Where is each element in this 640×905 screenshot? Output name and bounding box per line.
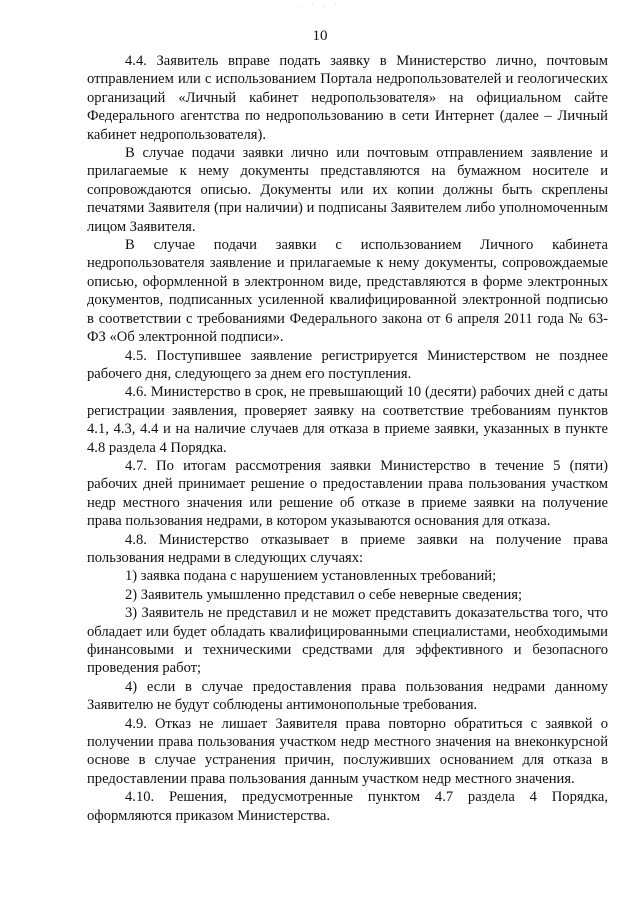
scan-specks-decoration: · ˙ · ˙ <box>300 4 341 10</box>
page-number: 10 <box>312 28 328 44</box>
paragraph-electronic-submission: В случае подачи заявки с использованием Личного кабинета недропользователя заявление и прилагаемые к нему документы, сопровождаемые описью, оформленной в электронном виде, представляются в форме электронных документов, подписанных усиленной квалифицированной электронной подписью в соответствии с требованиями Федерального закона от 6 апреля 2011 года № 63-ФЗ «Об электронной подписи». <box>87 237 608 346</box>
paragraph-4-10: 4.10. Решения, предусмотренные пунктом 4.7 раздела 4 Порядка, оформляются приказом Министерства. <box>87 789 608 824</box>
paragraph-4-7: 4.7. По итогам рассмотрения заявки Министерство в течение 5 (пяти) рабочих дней принимает решение о предоставлении права пользования участком недр местного значения или решение об отказе в приеме заявки на получение права пользования недрами, в котором указываются основания для отказа. <box>87 457 608 530</box>
paragraph-4-6: 4.6. Министерство в срок, не превышающий 10 (десяти) рабочих дней с даты регистрации заявления, проверяет заявку на соответствие требованиям пунктов 4.1, 4.3, 4.4 и на наличие случаев для отказа в приеме заявки, указанных в пункте 4.8 раздела 4 Порядка. <box>87 384 608 456</box>
list-item-refusal-2: 2) Заявитель умышленно представил о себе неверные сведения; <box>125 586 523 603</box>
paragraph-4-5: 4.5. Поступившее заявление регистрируется Министерством не позднее рабочего дня, следующего за днем его поступления. <box>87 347 608 382</box>
list-item-refusal-1: 1) заявка подана с нарушением установленных требований; <box>125 568 497 585</box>
list-item-refusal-4: 4) если в случае предоставления права пользования недрами данному Заявителю не будут соблюдены антимонопольные требования. <box>87 678 608 714</box>
list-item-refusal-3: 3) Заявитель не представил и не может представить доказательства того, что обладает или будет обладать квалифицированными специалистами, необходимыми финансовыми и техническими средствами для эффективного и безопасного проведения работ; <box>87 605 608 677</box>
paragraph-4-4: 4.4. Заявитель вправе подать заявку в Министерство лично, почтовым отправлением или с использованием Портала недропользователей и геологических организаций «Личный кабинет недропользователя» на официальном сайте Федерального агентства по недропользованию в сети Интернет (далее – Личный кабинет недропользователя). <box>87 53 608 143</box>
paragraph-4-9: 4.9. Отказ не лишает Заявителя права повторно обратиться с заявкой о получении права пользования участком недр местного значения на внеконкурсной основе в случае устранения причин, послуживших основанием для отказа в предоставлении права пользования данным участком недр местного значения. <box>87 715 608 787</box>
document-body <box>87 52 608 825</box>
paragraph-paper-submission: В случае подачи заявки лично или почтовым отправлением заявление и прилагаемые к нему документы представляются на бумажном носителе и сопровождаются описью. Документы или их копии должны быть скреплены печатями Заявителя (при наличии) и подписаны Заявителем либо уполномоченным лицом Заявителя. <box>87 145 608 235</box>
paragraph-4-8: 4.8. Министерство отказывает в приеме заявки на получение права пользования недрами в следующих случаях: <box>87 531 608 566</box>
